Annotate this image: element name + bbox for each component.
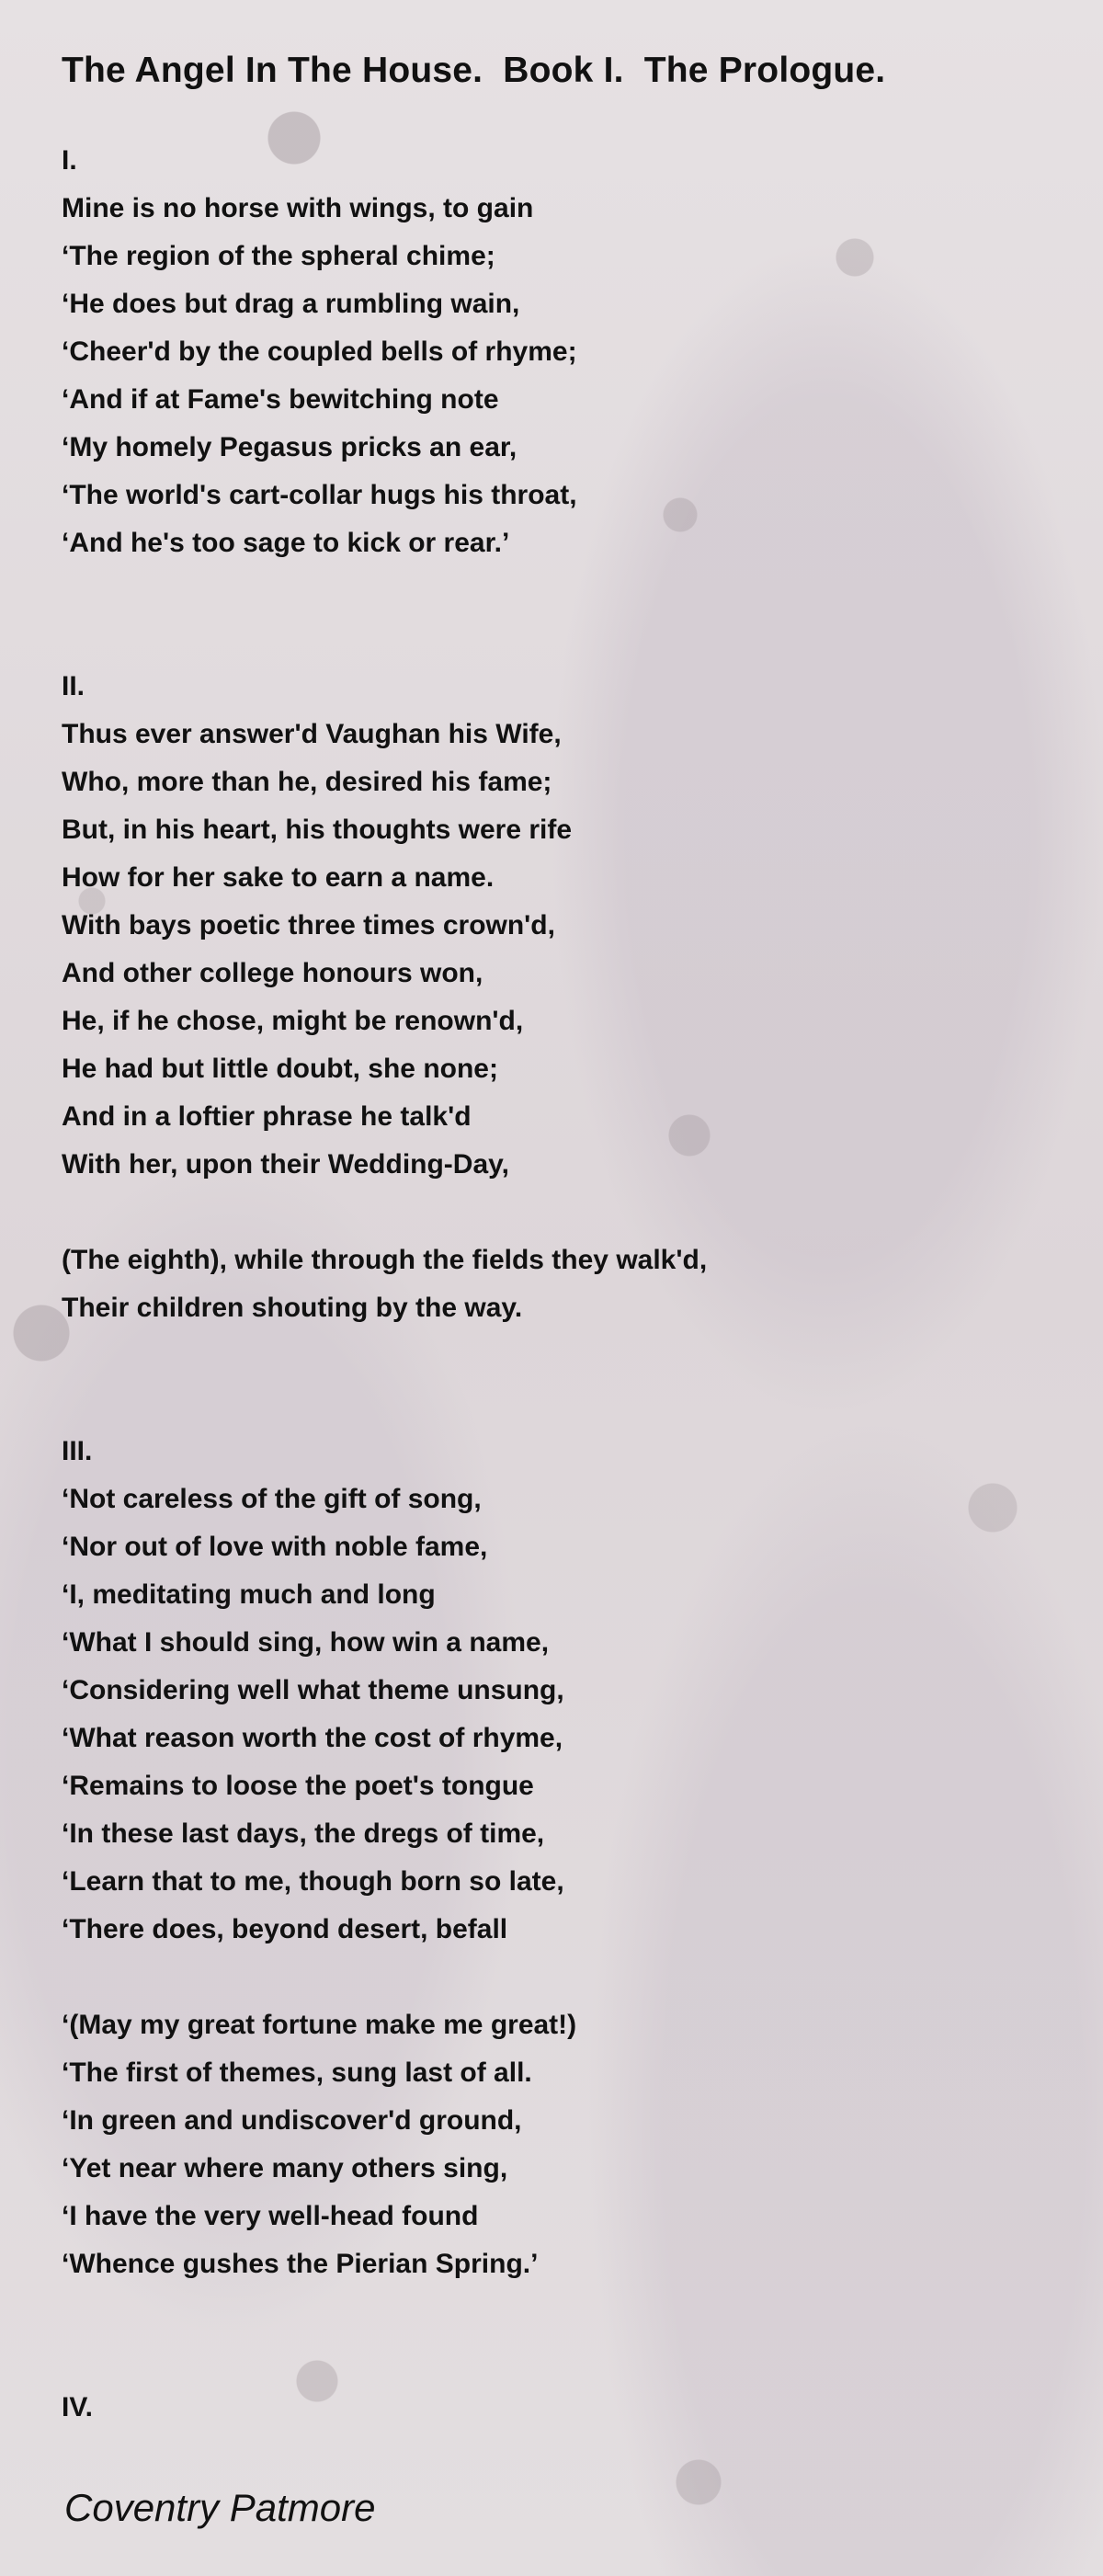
stanza-number: IV. xyxy=(62,2392,93,2422)
poem-line: ‘What I should sing, how win a name, xyxy=(62,1627,550,1658)
stanza-number: III. xyxy=(62,1436,93,1466)
poem-line: ‘He does but drag a rumbling wain, xyxy=(62,289,520,319)
poem-line: ‘I, meditating much and long xyxy=(62,1579,436,1610)
poem-line: ‘What reason worth the cost of rhyme, xyxy=(62,1723,563,1753)
poem-line: ‘The region of the spheral chime; xyxy=(62,241,495,271)
poem-line: Mine is no horse with wings, to gain xyxy=(62,193,534,223)
poem-line: ‘I have the very well-head found xyxy=(62,2201,479,2231)
poem-line: He had but little doubt, she none; xyxy=(62,1054,498,1084)
poem-line: ‘Not careless of the gift of song, xyxy=(62,1484,482,1514)
poem-line: ‘The first of themes, sung last of all. xyxy=(62,2057,532,2088)
poem-line: ‘There does, beyond desert, befall xyxy=(62,1914,508,1944)
poem-line: And in a loftier phrase he talk'd xyxy=(62,1101,472,1132)
poem-line: Who, more than he, desired his fame; xyxy=(62,767,552,797)
poem-line: With her, upon their Wedding-Day, xyxy=(62,1149,509,1180)
poem-line: ‘Learn that to me, though born so late, xyxy=(62,1866,564,1897)
poem-line: ‘(May my great fortune make me great!) xyxy=(62,2010,577,2040)
poem-line: (The eighth), while through the fields they walk'd, xyxy=(62,1245,708,1275)
poem-line: ‘Considering well what theme unsung, xyxy=(62,1675,564,1705)
poem-line: Thus ever answer'd Vaughan his Wife, xyxy=(62,719,562,749)
poem-line: ‘Yet near where many others sing, xyxy=(62,2153,508,2183)
poem-line: With bays poetic three times crown'd, xyxy=(62,910,555,940)
poem-title: The Angel In The House. Book I. The Prologue. xyxy=(62,51,886,90)
poem-line: ‘In these last days, the dregs of time, xyxy=(62,1818,545,1849)
poem-line: He, if he chose, might be renown'd, xyxy=(62,1006,524,1036)
poem-line: ‘Nor out of love with noble fame, xyxy=(62,1532,488,1562)
stanza-number: I. xyxy=(62,145,77,176)
author-name: Coventry Patmore xyxy=(64,2486,376,2529)
poem-line: ‘And he's too sage to kick or rear.’ xyxy=(62,528,510,558)
poem-line: ‘Cheer'd by the coupled bells of rhyme; xyxy=(62,336,577,367)
poem-line: And other college honours won, xyxy=(62,958,483,988)
poem-line: ‘And if at Fame's bewitching note xyxy=(62,384,499,415)
poem-line: Their children shouting by the way. xyxy=(62,1293,523,1323)
poem-line: ‘My homely Pegasus pricks an ear, xyxy=(62,432,517,462)
poem-line: How for her sake to earn a name. xyxy=(62,862,495,893)
poem-line: But, in his heart, his thoughts were rife xyxy=(62,815,573,845)
stanza-number: II. xyxy=(62,671,85,701)
poem-line: ‘In green and undiscover'd ground, xyxy=(62,2105,522,2136)
poem-line: ‘The world's cart-collar hugs his throat, xyxy=(62,480,577,510)
poem-line: ‘Whence gushes the Pierian Spring.’ xyxy=(62,2249,539,2279)
poem-line: ‘Remains to loose the poet's tongue xyxy=(62,1771,534,1801)
